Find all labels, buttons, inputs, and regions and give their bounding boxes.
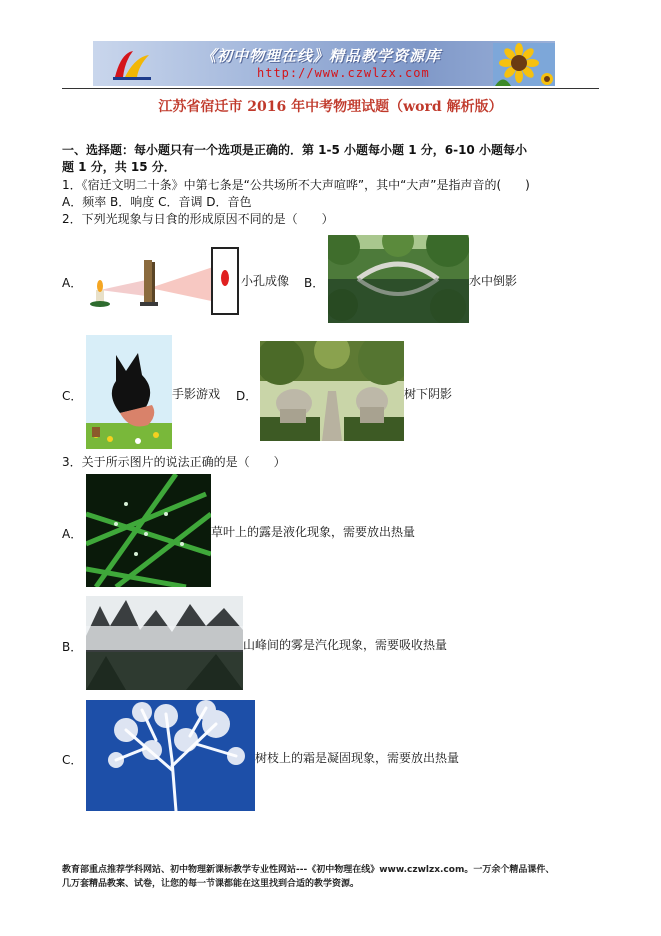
frost-on-branches-image: [86, 700, 255, 811]
q2-option-c-caption: 手影游戏: [172, 387, 221, 401]
q2-option-c-letter: C．: [62, 389, 83, 403]
mountain-fog-image: [86, 596, 243, 690]
q2-option-d-letter: D．: [236, 389, 258, 403]
q3-option-a-letter: A．: [62, 527, 83, 541]
q2-option-b-letter: B．: [304, 276, 325, 290]
hand-shadow-image: [86, 335, 172, 449]
q3-option-c-letter: C．: [62, 753, 83, 767]
section-heading-line1: 一、选择题：每小题只有一个选项是正确的．第 1-5 小题每小题 1 分，6-10 小题每小: [62, 143, 527, 157]
banner-title: 《初中物理在线》精品教学资源库: [201, 47, 442, 65]
tree-shadow-image: [260, 341, 404, 441]
q3-stem: 3．关于所示图片的说法正确的是（ ）: [62, 455, 286, 469]
document-title: 江苏省宿迁市 2016 年中考物理试题（word 解析版）: [158, 99, 503, 115]
q2-option-d-caption: 树下阴影: [404, 387, 453, 401]
dew-on-grass-image: [86, 474, 211, 587]
q1-stem: 1．《宿迁文明二十条》中第七条是“公共场所不大声喧哗”，其中“大声”是指声音的( ): [62, 178, 530, 192]
footer-line1: 教育部重点推荐学科网站、初中物理新课标教学专业性网站---《初中物理在线》www.czwlzx.com。一万余个精品课件、: [62, 865, 555, 875]
pinhole-imaging-image: [86, 240, 241, 316]
q3-option-b-letter: B．: [62, 640, 83, 654]
q2-option-b-caption: 水中倒影: [469, 274, 518, 288]
sunflower-icon: [493, 43, 555, 86]
q2-option-a-letter: A．: [62, 276, 83, 290]
q2-option-a-caption: 小孔成像: [241, 274, 290, 288]
water-reflection-image: [328, 235, 469, 323]
header-banner: [93, 41, 555, 86]
page-footer: [62, 863, 554, 891]
q2-stem: 2．下列光现象与日食的形成原因不同的是（ ）: [62, 212, 334, 226]
banner-url[interactable]: http://www.czwlzx.com: [257, 66, 430, 80]
footer-line2: 几万套精品教案、试卷，让您的每一节课都能在这里找到合适的教学资源。: [62, 879, 360, 889]
q1-options: A．频率 B．响度 C．音调 D．音色: [62, 195, 252, 209]
q3-option-c-caption: 树枝上的霜是凝固现象，需要放出热量: [255, 751, 460, 765]
q3-option-a-caption: 草叶上的露是液化现象，需要放出热量: [211, 525, 416, 539]
q3-option-b-caption: 山峰间的雾是汽化现象，需要吸收热量: [243, 638, 448, 652]
site-logo-icon: [111, 47, 153, 81]
section-heading-line2: 题 1 分，共 15 分．: [62, 160, 176, 174]
header-rule: [62, 88, 599, 89]
